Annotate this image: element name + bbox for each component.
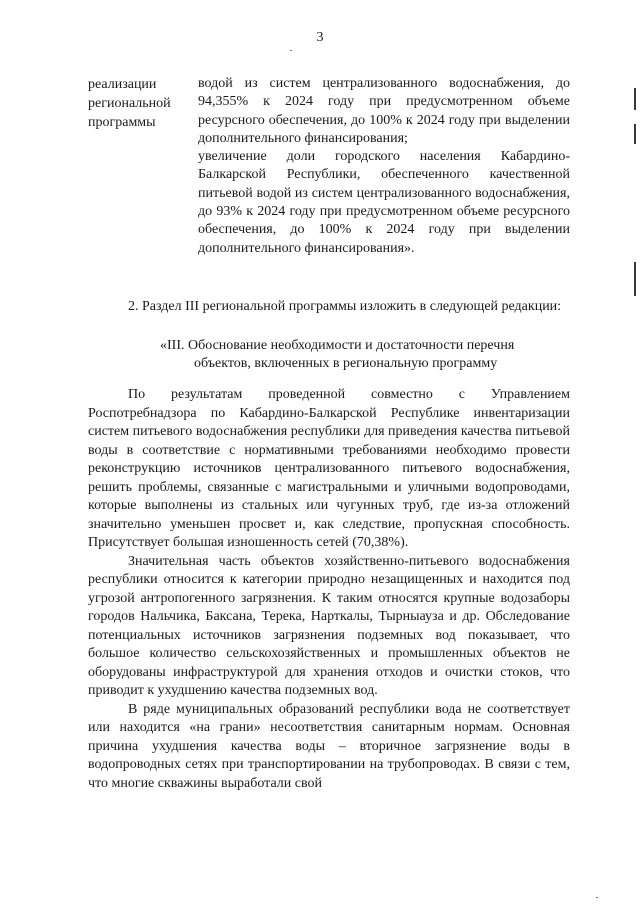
- left-column-line: региональной: [88, 96, 171, 111]
- body-paragraph: Значительная часть объектов хозяйственно-питьевого водоснабжения республики относится к категории природно незащищенных и находится под угрозой антропогенного загрязнения. К таким относятся крупные водозаборы городов Нальчика, Баксана, Терека, Нарткалы, Тырныауза и др. Обследование потенциальных источников загрязнения подземных вод показывает, что большое количество сельскохозяйственных и промышленных объектов не оборудованы инфраструктурой для хранения отходов и очистки стоков, что приводит к ухудшению качества подземных вод.: [88, 553, 570, 698]
- scan-edge-mark: [634, 262, 636, 296]
- scan-dot: [290, 50, 292, 51]
- left-column-line: программы: [88, 115, 156, 130]
- body-paragraph: По результатам проведенной совместно с Управлением Роспотребнадзора по Кабардино-Балкарской Республике инвентаризации систем питьевого водоснабжения республики для приведения качества питьевой воды в соответствие с нормативными требованиями необходимо провести реконструкцию источников централизованного питьевого водоснабжения, решить проблемы, связанные с магистральными и уличными водопроводами, которые выполнены из стальных или чугунных труб, где из-за отложений значительно уменьшен просвет и, как следствие, пропускная способность. Присутствует большая изношенность сетей (70,38%).: [88, 387, 570, 550]
- section-title-line: «III. Обоснование необходимости и достаточности перечня: [160, 338, 515, 353]
- table-right-column: [198, 75, 570, 258]
- table-left-column: [88, 75, 188, 132]
- amendment-paragraph: 2. Раздел III региональной программы изложить в следующей редакции:: [128, 299, 562, 314]
- section-title-line: объектов, включенных в региональную программу: [194, 356, 498, 371]
- left-column-line: реализации: [88, 77, 157, 92]
- section-title: [160, 337, 540, 373]
- page-number: 3: [316, 30, 324, 45]
- body-paragraph: В ряде муниципальных образований республики вода не соответствует или находится «на грани» несоответствия санитарным нормам. Основная причина ухудшения качества воды – вторичное загрязнение воды в водопроводных сетях при транспортировании на трубопроводах. В связи с тем, что многие скважины выработали свой: [88, 701, 570, 791]
- scan-edge-mark: [634, 88, 636, 110]
- target-indicator-text: водой из систем централизованного водоснабжения, до 94,355% к 2024 году при предусмотренном объеме ресурсного обеспечения, до 100% к 2024 году при выделении дополнительного финансирования;: [198, 76, 570, 146]
- target-indicator-text: увеличение доли городского населения Кабардино-Балкарской Республики, обеспеченного качественной питьевой водой из систем централизованного водоснабжения, до 93% к 2024 году при предусмотренном объеме ресурсного обеспечения, до 100% к 2024 году при выделении дополнительного финансирования».: [198, 149, 570, 256]
- scan-edge-mark: [634, 124, 636, 144]
- amendment-item: [88, 298, 570, 317]
- body-text: [88, 386, 570, 793]
- scan-dot: [596, 897, 598, 898]
